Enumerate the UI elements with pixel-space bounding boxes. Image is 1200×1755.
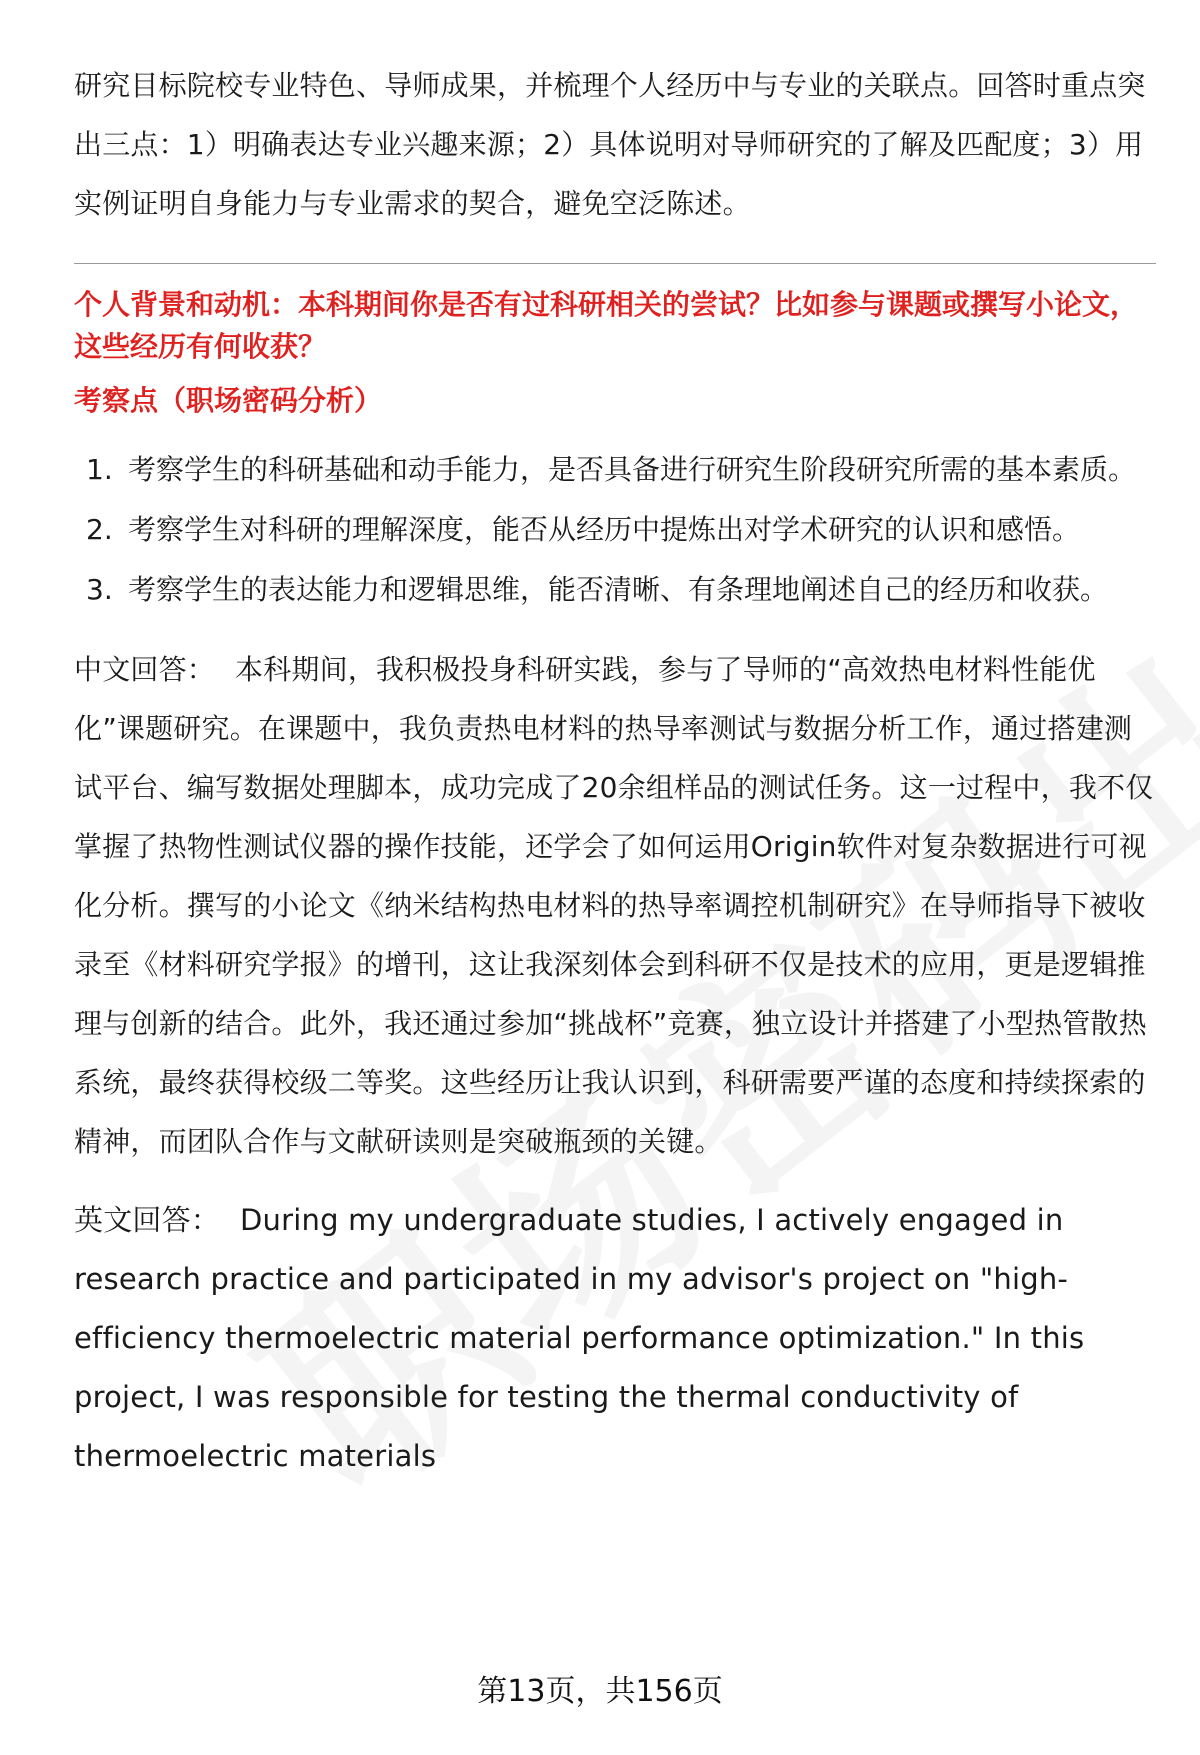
english-answer bbox=[74, 1191, 1156, 1486]
intro-paragraph: 研究目标院校专业特色、导师成果，并梳理个人经历中与专业的关联点。回答时重点突出三点：1）明确表达专业兴趣来源；2）具体说明对导师研究的了解及匹配度；3）用实例证明自身能力与专业需求的契合，避免空泛陈述。 bbox=[74, 69, 1146, 220]
assessment-point bbox=[74, 560, 1156, 620]
document-page bbox=[74, 56, 1156, 1486]
chinese-answer-text: 本科期间，我积极投身科研实践，参与了导师的“高效热电材料性能优化”课题研究。在课题中，我负责热电材料的热导率测试与数据分析工作，通过搭建测试平台、编写数据处理脚本，成功完成了20余组样品的测试任务。这一过程中，我不仅掌握了热物性测试仪器的操作技能，还学会了如何运用Origin软件对复杂数据进行可视化分析。撰写的小论文《纳米结构热电材料的热导率调控机制研究》在导师指导下被收录至《材料研究学报》的增刊，这让我深刻体会到科研不仅是技术的应用，更是逻辑推理与创新的结合。此外，我还通过参加“挑战杯”竞赛，独立设计并搭建了小型热管散热系统，最终获得校级二等奖。这些经历让我认识到，科研需要严谨的态度和持续探索的精神，而团队合作与文献研读则是突破瓶颈的关键。 bbox=[74, 653, 1154, 1158]
point-text: 考察学生的科研基础和动手能力，是否具备进行研究生阶段研究所需的基本素质。 bbox=[128, 453, 1137, 486]
point-number: 1. bbox=[86, 453, 113, 486]
chinese-answer bbox=[74, 640, 1156, 1171]
assessment-point bbox=[74, 440, 1156, 500]
point-number: 3. bbox=[86, 573, 113, 606]
assessment-subheading: 考察点（职场密码分析） bbox=[74, 384, 383, 417]
english-answer-label: 英文回答： bbox=[74, 1203, 221, 1237]
assessment-point bbox=[74, 500, 1156, 560]
english-answer-text: During my undergraduate studies, I actively engaged in research practice and participated in my advisor's project on "high-efficiency thermoelectric material performance optimization." In this project, I was responsible for testing the thermal conductivity of thermoelectric materials bbox=[74, 1203, 1085, 1473]
point-number: 2. bbox=[86, 513, 113, 546]
point-text: 考察学生的表达能力和逻辑思维，能否清晰、有条理地阐述自己的经历和收获。 bbox=[128, 573, 1109, 606]
page-footer: 第13页，共156页 bbox=[477, 1674, 723, 1709]
section-divider bbox=[74, 263, 1156, 264]
assessment-points-list bbox=[74, 440, 1156, 620]
point-text: 考察学生对科研的理解深度，能否从经历中提炼出对学术研究的认识和感悟。 bbox=[128, 513, 1081, 546]
question-heading: 个人背景和动机：本科期间你是否有过科研相关的尝试？比如参与课题或撰写小论文，这些经历有何收获？ bbox=[74, 288, 1139, 363]
chinese-answer-label: 中文回答： bbox=[74, 653, 216, 686]
